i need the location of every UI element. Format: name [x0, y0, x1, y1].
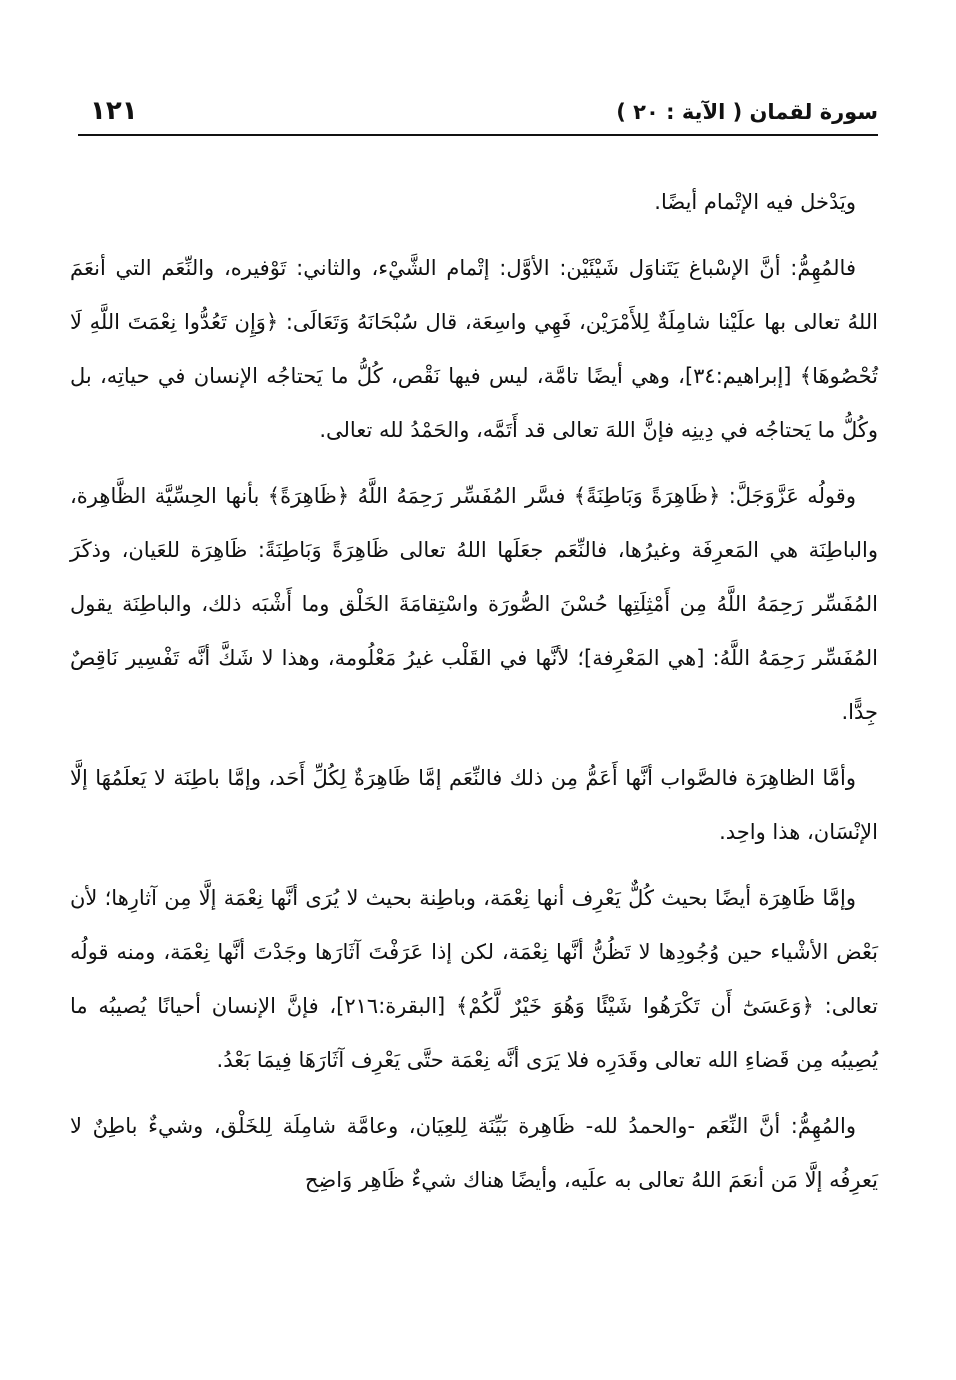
paragraph-1: ويَدْخل فيه الإتْمام أيضًا. [654, 190, 856, 214]
paragraph-6: والمُهِمُّ: أنَّ النِّعَم -والحمدُ لله- ظَاهِرة بَيِّنَة لِلعِيَان، وعامَّة شامِلَة لِلخَلْق، وشيءٌ باطِنٌ لا يَعرِفُه إلَّا مَن أنعَمَ اللهُ تعالى به علَيه، وأيضًا هناك شيءٌ ظَاهِر وَاضِح [70, 1114, 878, 1192]
page-number: ١٢١ [90, 96, 138, 126]
paragraph-2: فالمُهِمُّ: أنَّ الإسْباغ يَتَناوَل شَيْئَيْن: الأوَّل: إتْمام الشَّيْء، والثاني: تَوْفيره، والنِّعَم التي أنعَمَ اللهُ تعالى بها علَيْنا شامِلَةٌ لِلأَمْرَيْن، فَهِي واسِعَة، قال سُبْحَانَهُ وَتَعَالَى: ﴿وَإِن تَعُدُّوا نِعْمَتَ اللَّهِ لَا تُحْصُوهَا﴾ [إبراهيم:٣٤]، وهي أيضًا تامَّة، ليس فيها نَقْص، كُلُّ ما يَحتاجُه الإنسان في حياتِه، بل وكُلُّ ما يَحتاجُه في دِينِه فإنَّ اللهَ تعالى قد أَتَمَّه، والحَمْدُ لله تعالى. [70, 256, 878, 442]
paragraph-5: وإمَّا ظَاهِرَة أيضًا بحيث كُلٌّ يَعْرِف أنها نِعْمَة، وباطِنة بحيث لا يُرَى أنَّها نِعْمَة إلَّا مِن آثارِها؛ لأن بَعْض الأشْياء حين وُجُودِها لا تَظُنُّ أنَّها نِعْمَة، لكن إذا عَرَفْتَ آثَارَها وجَدْتَ أنَّها نِعْمَة، ومنه قولُه تعالى: ﴿وَعَسَىٰٓ أَن تَكْرَهُوا شَيْئًا وَهُوَ خَيْرٌ لَّكُمْ﴾ [البقرة:٢١٦]، فإنَّ الإنسان أحيانًا يُصيبُه ما يُصِيبُه مِن قَضاءِ الله تعالى وقَدَرِه فلا يَرَى أنَّه نِعْمَة حتَّى يَعْرِف آثَارَهَا فِيمَا بَعْدُ. [70, 886, 878, 1072]
paragraph-3: وقولُه عَزَّوَجَلَّ: ﴿ظَاهِرَةً وَبَاطِنَةً﴾ فسَّر المُفَسِّر رَحِمَهُ اللَّهُ ﴿ظَاهِرَةً﴾ بأنها الحِسِّيَّة الظَّاهِرة، والباطِنَة هي المَعرِفَة وغيرُها، فالنِّعَم جعَلَها اللهُ تعالى ظَاهِرَةً وَبَاطِنَةً: ظَاهِرَة للعَيان، وذكَرَ المُفَسِّر رَحِمَهُ اللَّهُ مِن أَمْثِلَتِها حُسْنَ الصُّورَة واسْتِقامَةَ الخَلْق وما أَشْبَه ذلك، والباطِنَة يقول المُفَسِّر رَحِمَهُ اللَّهُ: [هي المَعْرِفة]؛ لأنَّها في القَلْب غيرُ مَعْلُومة، وهذا لا شَكَّ أنَّه تَفْسِير نَاقِصٌ جِدًّا. [70, 484, 878, 724]
surah-title: سورة لقمان ( الآية : ٢٠ ) [616, 100, 878, 124]
page-header [78, 94, 878, 136]
paragraph-4: وأمَّا الظاهِرَة فالصَّواب أنَّها أَعَمُّ مِن ذلك فالنِّعَم إمَّا ظَاهِرَةٌ لِكُلِّ أَحَد، وإمَّا باطِنَة لا يَعلَمُهَا إلَّا الإنْسَان، هذا واحِد. [70, 766, 878, 844]
page-body [70, 175, 878, 1219]
